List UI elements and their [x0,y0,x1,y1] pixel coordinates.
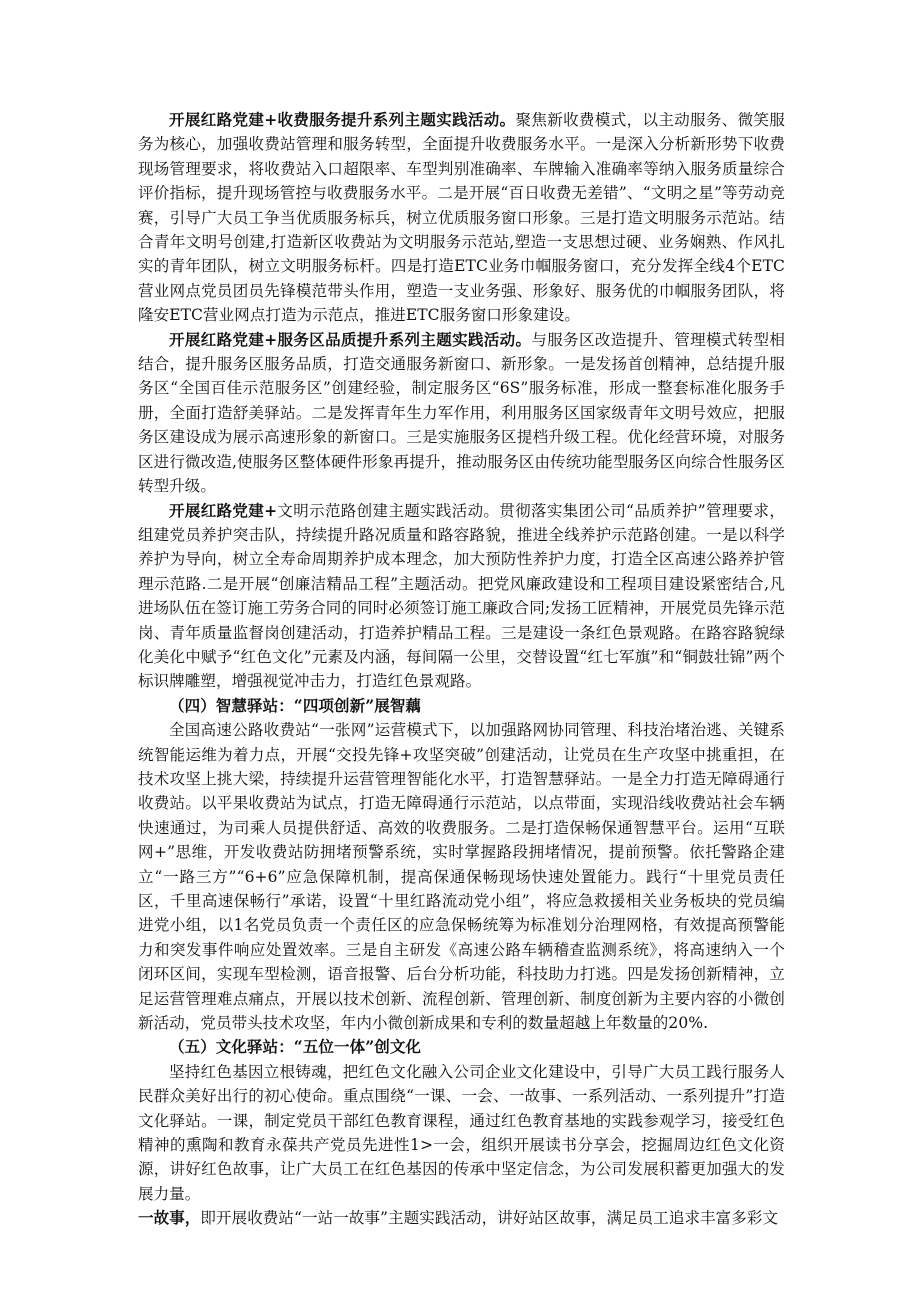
paragraph-service-area [138,328,785,499]
paragraph-lead: 开展红路党建+服务区品质提升系列主题实践活动。 [169,329,532,349]
paragraph-one-story [138,1206,785,1230]
paragraph-text: 与服务区改造提升、管理模式转型相结合，提升服务区服务品质，打造交通服务新窗口、新形象。一是发扬首创精神，总结提升服务区“全国百佳示范服务区”创建经验，制定服务区“6S”服务标准，形成一整套标准化服务手册，全面打造舒美驿站。二是发挥青年生力军作用，利用服务区国家级青年文明号效应，把服务区建设成为展示高速形象的新窗口。三是实施服务区提档升级工程。优化经营环境，对服务区进行微改造,使服务区整体硬件形象再提升，推动服务区由传统功能型服务区向综合性服务区转型升级。 [138,330,785,496]
paragraph-text: 文明示范路创建主题实践活动。贯彻落实集团公司“品质养护”管理要求，组建党员养护突击队，持续提升路况质量和路容路貌，推进全线养护示范路创建。一是以科学养护为导向，树立全寿命周期养护成本理念，加大预防性养护力度，打造全区高速公路养护管理示范路.二是开展“创廉洁精品工程”主题活动。把党风廉政建设和工程项目建设紧密结合,凡进场队伍在签订施工劳务合同的同时必须签订施工廉政合同;发扬工匠精神，开展党员先锋示范岗、青年质量监督岗创建活动，打造养护精品工程。三是建设一条红色景观路。在路容路貌绿化美化中赋予“红色文化”元素及内涵，每间隔一公里，交替设置“红七军旗”和“铜鼓壮锦”两个标识牌雕塑，增强视觉冲击力，打造红色景观路。 [138,501,785,691]
paragraph-lead: 开展红路党建+ [169,500,278,520]
paragraph-demo-road [138,499,785,694]
paragraph-text: 即开展收费站“一站一故事”主题实践活动，讲好站区故事，满足员工追求丰富多彩文 [200,1209,779,1228]
paragraph-text: 聚焦新收费模式，以主动服务、微笑服务为核心，加强收费站管理和服务转型，全面提升收费服务水平。一是深入分析新形势下收费现场管理要求，将收费站入口超限率、车型判别准确率、车牌输入准确率等纳入服务质量综合评价指标，提升现场管控与收费服务水平。二是开展“百日收费无差错”、“文明之星”等劳动竞赛，引导广大员工争当优质服务标兵，树立优质服务窗口形象。三是打造文明服务示范站。结合青年文明号创建,打造新区收费站为文明服务示范站,塑造一支思想过硬、业务娴熟、作风扎实的青年团队，树立文明服务标杆。四是打造ETC业务巾帼服务窗口，充分发挥全线4个ETC营业网点党员团员先锋模范带头作用，塑造一支业务强、形象好、服务优的巾帼服务团队，将隆安ETC营业网点打造为示范点，推进ETC服务窗口形象建设。 [138,111,785,325]
paragraph-toll-service [138,108,785,328]
section-heading-culture-station: （五）文化驿站：“五位一体”创文化 [169,1037,422,1057]
paragraph-smart-station [138,718,785,1035]
paragraph-lead: 一故事， [138,1208,201,1228]
paragraph-text: 坚持红色基因立根铸魂，把红色文化融入公司企业文化建设中，引导广大员工践行服务人民群众美好出行的初心使命。重点围绕“一课、一会、一故事、一系列活动、一系列提升”打造文化驿站。一课，制定党员干部红色教育课程，通过红色教育基地的实践参观学习，接受红色精神的熏陶和教育永葆共产党员先进性1>一会，组织开展读书分享会，挖掘周边红色文化资源，讲好红色故事，让广大员工在红色基因的传承中坚定信念，为公司发展积蓄更加强大的发展力量。 [138,1062,785,1203]
paragraph-text: 全国高速公路收费站“一张网”运营模式下，以加强路网协同管理、科技治堵治逃、关键系统智能运维为着力点，开展“交投先锋+攻坚突破”创建活动，让党员在生产攻坚中挑重担，在技术攻坚上挑大梁，持续提升运营管理智能化水平，打造智慧驿站。一是全力打造无障碍通行收费站。以平果收费站为试点，打造无障碍通行示范站，以点带面，实现沿线收费站社会车辆快速通过，为司乘人员提供舒适、高效的收费服务。二是打造保畅保通智慧平台。运用“互联网+”思维，开发收费站防拥堵预警系统，实时掌握路段拥堵情况，提前预警。依托警路企建立“一路三方”“6+6”应急保障机制，提高保通保畅现场快速处置能力。践行“十里党员责任区，千里高速保畅行”承诺，设置“十里红路流动党小组”，将应急救援相关业务板块的党员编进党小组，以1名党员负责一个责任区的应急保畅统筹为标准划分治理网格，有效提高预警能力和突发事件响应处置效率。三是自主研发《高速公路车辆稽查监测系统》，将高速纳入一个闭环区间，实现车型检测，语音报警、后台分析功能，科技助力打逃。四是发扬创新精神，立足运营管理难点痛点，开展以技术创新、流程创新、管理创新、制度创新为主要内容的小微创新活动，党员带头技术攻坚，年内小微创新成果和专利的数量超越上年数量的20%. [138,721,785,1033]
section-heading-smart-station: （四）智慧驿站：“四项创新”展智藕 [169,695,422,715]
paragraph-culture-station [138,1060,785,1206]
document-body [138,108,785,1231]
paragraph-lead: 开展红路党建+收费服务提升系列主题实践活动。 [169,110,516,129]
